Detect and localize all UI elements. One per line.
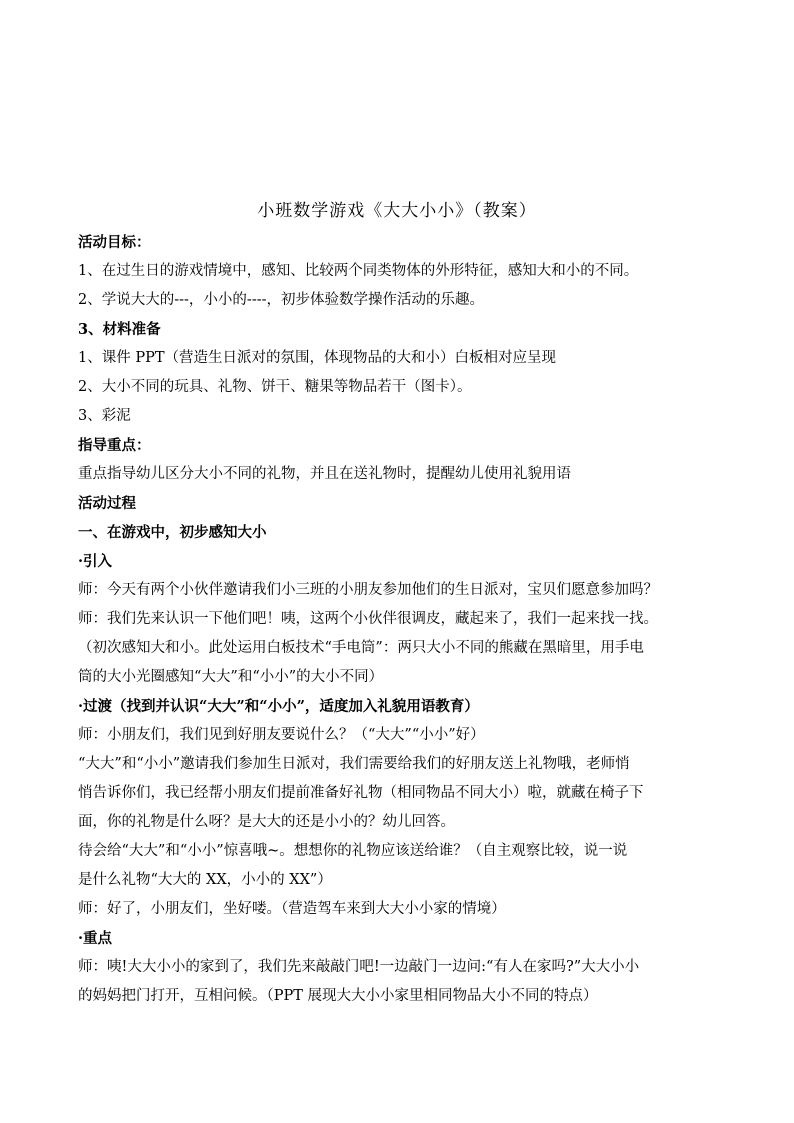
section-heading: 一、在游戏中，初步感知大小 xyxy=(78,524,267,541)
text-line: “大大”和“小小”邀请我们参加生日派对，我们需要给我们的好朋友送上礼物哦，老师悄 xyxy=(78,756,630,772)
text-line: 2、学说大大的---，小小的----，初步体验数学操作活动的乐趣。 xyxy=(78,292,485,308)
text-line: 待会给“大大”和“小小”惊喜哦~。想想你的礼物应该送给谁？（自主观察比较，说一说 xyxy=(78,843,628,859)
text-line: 2、大小不同的玩具、礼物、饼干、糖果等物品若干（图卡）。 xyxy=(78,379,472,395)
document-body xyxy=(78,228,724,1011)
section-heading: 3、材料准备 xyxy=(78,321,161,338)
section-heading: 活动目标： xyxy=(78,234,151,251)
text-line: 师：今天有两个小伙伴邀请我们小三班的小朋友参加他们的生日派对，宝贝们愿意参加吗？ xyxy=(78,582,658,598)
text-line: 师：我们先来认识一下他们吧！咦，这两个小伙伴很调皮，藏起来了，我们一起来找一找。 xyxy=(78,611,658,627)
text-line: 师：好了，小朋友们，坐好喽。（营造驾车来到大大小小家的情境） xyxy=(78,901,506,917)
text-line: 的妈妈把门打开，互相问候。（PPT 展现大大小小家里相同物品大小不同的特点） xyxy=(78,988,598,1004)
section-heading: ·引入 xyxy=(78,553,113,570)
text-line: 师：小朋友们，我们见到好朋友要说什么？（“大大”“小小”好） xyxy=(78,727,485,743)
section-heading: ·过渡（找到并认识“大大”和“小小”，适度加入礼貌用语教育） xyxy=(78,698,479,715)
text-line: 筒的大小光圈感知“大大”和“小小”的大小不同） xyxy=(78,669,384,685)
text-line: 1、在过生日的游戏情境中，感知、比较两个同类物体的外形特征，感知大和小的不同。 xyxy=(78,263,639,279)
text-line: （初次感知大和小。此处运用白板技术“手电筒”：两只大小不同的熊藏在黑暗里，用手电 xyxy=(78,640,644,656)
text-line: 是什么礼物“大大的 XX，小小的 XX”） xyxy=(78,872,332,888)
text-line: 师：咦!大大小小的家到了，我们先来敲敲门吧!一边敲门一边问:“有人在家吗?”大大小小 xyxy=(78,959,640,975)
section-heading: 活动过程 xyxy=(78,495,136,512)
text-line: 面，你的礼物是什么呀？是大大的还是小小的？幼儿回答。 xyxy=(78,814,455,830)
text-line: 1、课件 PPT（营造生日派对的氛围，体现物品的大和小）白板相对应呈现 xyxy=(78,350,557,366)
section-heading: ·重点 xyxy=(78,930,113,947)
text-line: 重点指导幼儿区分大小不同的礼物，并且在送礼物时，提醒幼儿使用礼貌用语 xyxy=(78,466,571,482)
text-line: 3、彩泥 xyxy=(78,408,131,424)
section-heading: 指导重点： xyxy=(78,437,151,454)
document-title: 小班数学游戏《大大小小》（教案） xyxy=(257,201,537,221)
text-line: 悄告诉你们，我已经帮小朋友们提前准备好礼物（相同物品不同大小）啦，就藏在椅子下 xyxy=(78,785,644,801)
